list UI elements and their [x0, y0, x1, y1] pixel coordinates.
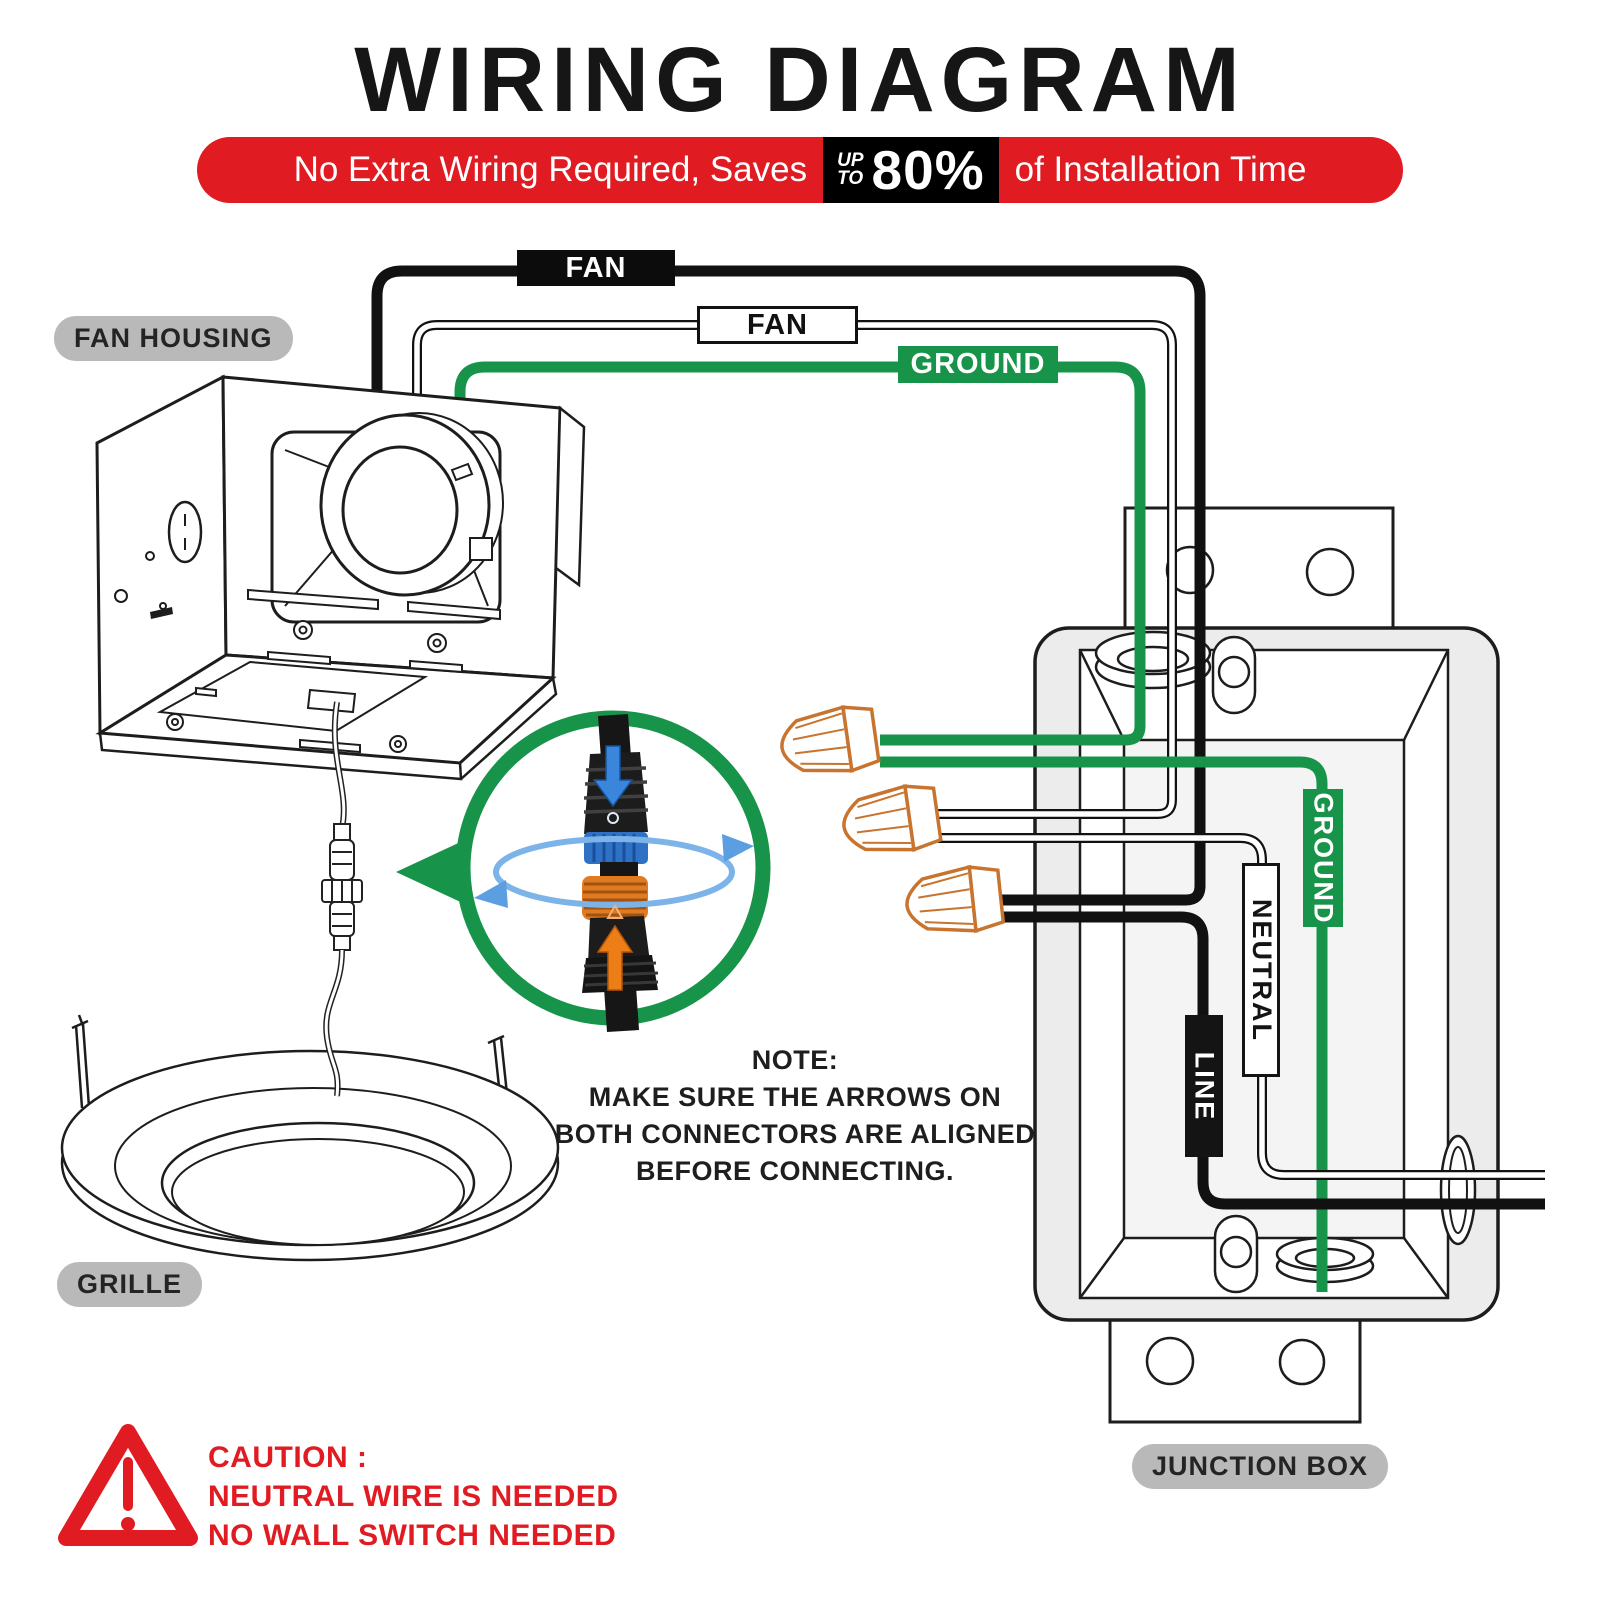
wire-nut-ground — [778, 703, 880, 779]
caution-line: NEUTRAL WIRE IS NEEDED — [208, 1480, 619, 1513]
ground-wire-label: GROUND — [898, 346, 1058, 383]
note-block — [540, 1042, 1050, 1190]
mount-hole — [1147, 1338, 1193, 1384]
banner-to: TO — [837, 168, 864, 189]
wire-nut-line — [904, 864, 1004, 937]
spring-clip-left — [72, 1015, 89, 1108]
housing-side-flap — [556, 408, 584, 585]
duct-clip — [470, 538, 492, 560]
caution-icon — [66, 1432, 190, 1538]
fan-wire-label-black: FAN — [517, 250, 675, 286]
housing-to-grille-cable — [322, 702, 362, 1096]
caution-block — [208, 1438, 618, 1555]
knockout-oval — [169, 502, 201, 562]
mount-hole — [1280, 1340, 1324, 1384]
page-title: WIRING DIAGRAM — [354, 29, 1246, 131]
banner-up: UP — [837, 149, 864, 171]
banner-percent-value: 80% — [871, 139, 985, 201]
flange-slot — [196, 688, 216, 696]
banner-text-after: of Installation Time — [1014, 150, 1307, 189]
banner-up-to — [837, 149, 864, 189]
screw-hole — [1221, 1237, 1251, 1267]
inline-connector — [322, 824, 362, 950]
wire-nut-neutral — [840, 782, 942, 858]
junction-box-badge: JUNCTION BOX — [1132, 1444, 1388, 1489]
keyhole — [115, 590, 127, 602]
note-line: BEFORE CONNECTING. — [635, 1156, 954, 1186]
grille-dome-inner — [172, 1139, 464, 1245]
ground-vertical-label: GROUND — [1303, 789, 1343, 927]
caution-exclamation-dot — [121, 1517, 135, 1531]
line-vertical-label: LINE — [1185, 1015, 1223, 1157]
screw — [294, 621, 312, 639]
flange-screw — [167, 714, 183, 730]
flange-screw — [390, 736, 406, 752]
caution-line: NO WALL SWITCH NEEDED — [208, 1519, 617, 1552]
caution-heading: CAUTION : — [208, 1441, 368, 1474]
note-line: BOTH CONNECTORS ARE ALIGNED — [554, 1119, 1036, 1149]
pilot-hole — [160, 603, 166, 609]
side-cable-ring — [1449, 1147, 1467, 1233]
mount-hole — [1307, 549, 1353, 595]
banner-text-before: No Extra Wiring Required, Saves — [293, 150, 808, 189]
top-cable-grommet — [1118, 647, 1188, 671]
grille-illustration — [62, 1015, 558, 1260]
fan-housing-badge: FAN HOUSING — [54, 316, 293, 361]
banner — [197, 137, 1403, 203]
note-heading: NOTE: — [751, 1045, 839, 1075]
screw-hole — [1219, 657, 1249, 687]
wire-bracket — [308, 690, 355, 712]
screw — [428, 634, 446, 652]
fan-housing-illustration — [97, 377, 584, 779]
neutral-vertical-label: NEUTRAL — [1242, 863, 1280, 1077]
fan-wire-label-white: FAN — [697, 306, 858, 344]
note-line: MAKE SURE THE ARROWS ON — [588, 1082, 1002, 1112]
pilot-hole — [146, 552, 154, 560]
grille-badge: GRILLE — [57, 1262, 202, 1307]
banner-80-chip — [823, 137, 999, 203]
duct-inner-ring — [343, 447, 457, 573]
cable-bottom — [604, 986, 639, 1032]
